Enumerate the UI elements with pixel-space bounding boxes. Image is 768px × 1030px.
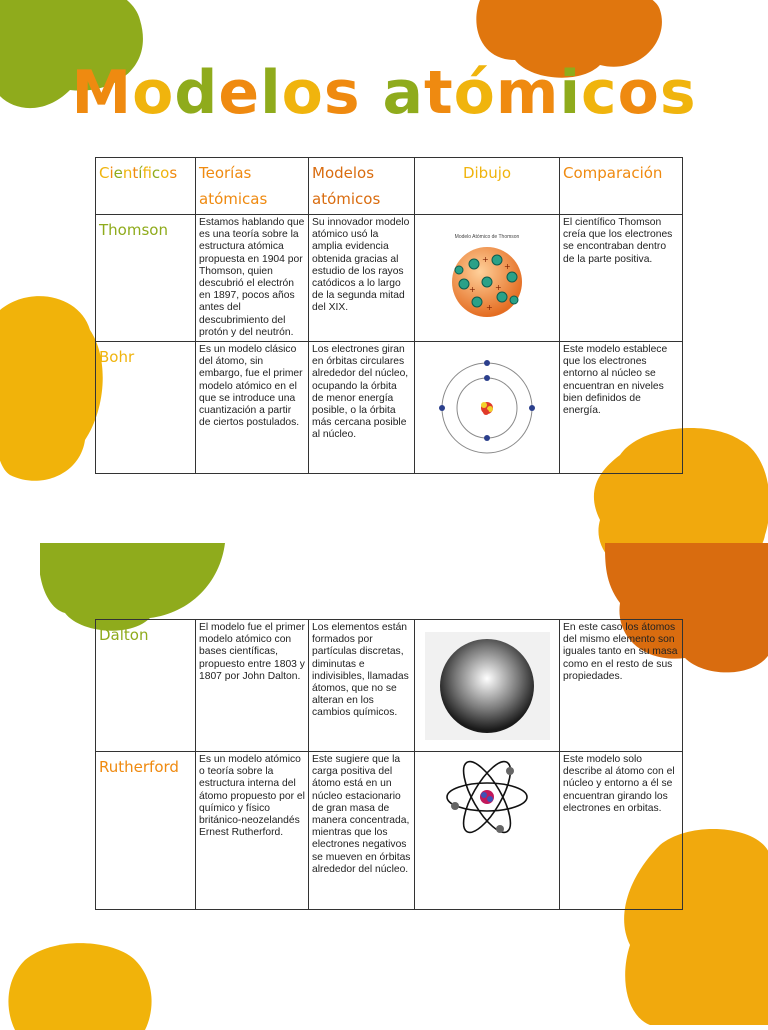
drawing-rutherford xyxy=(415,752,560,910)
model-dalton: Los elementos están formados por partículas discretas, diminutas e indivisibles, llamadas átomos, que no se alteran en los cambios químicos. xyxy=(309,620,415,752)
model-rutherford: Este sugiere que la carga positiva del átomo está en un núcleo estacionario de gran masa de manera concentrada, mientras que los electrones negativos se mueven en órbitas alrededor del núcleo. xyxy=(309,752,415,910)
comparison-bohr: Este modelo establece que los electrones entorno al núcleo se encuentran en niveles bien definidos de energía. xyxy=(560,342,683,474)
header-letter: e xyxy=(113,164,123,182)
drawing-dalton xyxy=(415,620,560,752)
thomson-caption: Modelo Atómico de Thomson xyxy=(454,234,520,241)
svg-text:+: + xyxy=(495,283,502,293)
title-letter: l xyxy=(260,58,282,128)
header-letter: c xyxy=(151,164,161,182)
svg-text:+: + xyxy=(504,262,511,272)
comparison-dalton: En este caso los átomos del mismo elemento son iguales tanto en su masa como en el resto de sus propiedades. xyxy=(560,620,683,752)
comparison-thomson: El científico Thomson creía que los electrones se encontraban dentro de la parte positiva. xyxy=(560,215,683,342)
svg-text:+: + xyxy=(486,303,493,313)
header-letter: í xyxy=(138,164,143,182)
comparison-rutherford: Este modelo solo describe al átomo con el núcleo y entorno a él se encuentran girando los electrones en orbitas. xyxy=(560,752,683,910)
table-row-thomson xyxy=(96,215,683,342)
yellow-blob-left xyxy=(0,290,110,490)
svg-text:+: + xyxy=(469,285,476,295)
drawing-thomson xyxy=(415,215,560,342)
title-letter: t xyxy=(423,58,454,128)
header-comparison: Comparación xyxy=(560,158,683,215)
title-letter: d xyxy=(174,58,219,128)
title-letter: m xyxy=(495,58,560,128)
yellow-blob-bottom-left xyxy=(5,940,155,1030)
title-letter: ó xyxy=(453,58,496,128)
title-letter: e xyxy=(218,58,261,128)
scientist-dalton: Dalton xyxy=(96,620,196,752)
table-header-row xyxy=(96,158,683,215)
theory-dalton: El modelo fue el primer modelo atómico con bases científicas, propuesto entre 1803 y 1807 por John Dalton. xyxy=(196,620,309,752)
header-models: Modelos atómicos xyxy=(309,158,415,215)
table-row-dalton xyxy=(96,620,683,752)
header-letter: o xyxy=(160,164,170,182)
models-table-bottom xyxy=(95,619,683,910)
header-letter: C xyxy=(99,164,110,182)
header-letter: n xyxy=(122,164,133,182)
thomson-model-image xyxy=(442,242,532,322)
bohr-model-image xyxy=(437,358,537,458)
header-letter: t xyxy=(132,164,139,182)
title-letter: s xyxy=(659,58,697,128)
title-letter: o xyxy=(132,58,175,128)
header-letter: i xyxy=(109,164,114,182)
models-table-top xyxy=(95,157,683,474)
dalton-model-image xyxy=(425,632,550,740)
header-scientists-label xyxy=(99,164,177,182)
title-letter: i xyxy=(559,58,582,128)
scientist-bohr: Bohr xyxy=(96,342,196,474)
title-letter: o xyxy=(281,58,324,128)
header-drawing: Dibujo xyxy=(415,158,560,215)
table-row-rutherford xyxy=(96,752,683,910)
page-title xyxy=(0,58,768,128)
header-theories: Teorías atómicas xyxy=(196,158,309,215)
title-letter: a xyxy=(382,58,424,128)
svg-text:+: + xyxy=(482,255,489,265)
table-row-bohr xyxy=(96,342,683,474)
drawing-bohr xyxy=(415,342,560,474)
title-letter: o xyxy=(617,58,660,128)
scientist-thomson: Thomson xyxy=(96,215,196,342)
theory-thomson: Estamos hablando que es una teoría sobre la estructura atómica propuesta en 1904 por Thomson, quien descubrió el electrón en 1897, pocos años antes del descubrimiento del protón y del neutrón. xyxy=(196,215,309,342)
title-letter: c xyxy=(581,58,618,128)
title-letter xyxy=(361,58,383,128)
scientist-rutherford: Rutherford xyxy=(96,752,196,910)
header-scientists xyxy=(96,158,196,215)
header-letter: s xyxy=(169,164,178,182)
model-thomson: Su innovador modelo atómico usó la amplia evidencia obtenida gracias al estudio de los rayos catódicos a lo largo de la segunda mitad del XIX. xyxy=(309,215,415,342)
title-letter: M xyxy=(71,58,133,128)
title-letter: s xyxy=(323,58,361,128)
rutherford-model-image xyxy=(442,754,532,840)
header-letter: f xyxy=(142,164,152,182)
theory-bohr: Es un modelo clásico del átomo, sin embargo, fue el primer modelo atómico en el que se introduce una cuantización a partir de ciertos postulados. xyxy=(196,342,309,474)
theory-rutherford: Es un modelo atómico o teoría sobre la estructura interna del átomo propuesto por el químico y físico británico-neozelandés Ernest Rutherford. xyxy=(196,752,309,910)
model-bohr: Los electrones giran en órbitas circulares alrededor del núcleo, ocupando la órbita de menor energía posible, o la órbita más cercana posible al núcleo. xyxy=(309,342,415,474)
